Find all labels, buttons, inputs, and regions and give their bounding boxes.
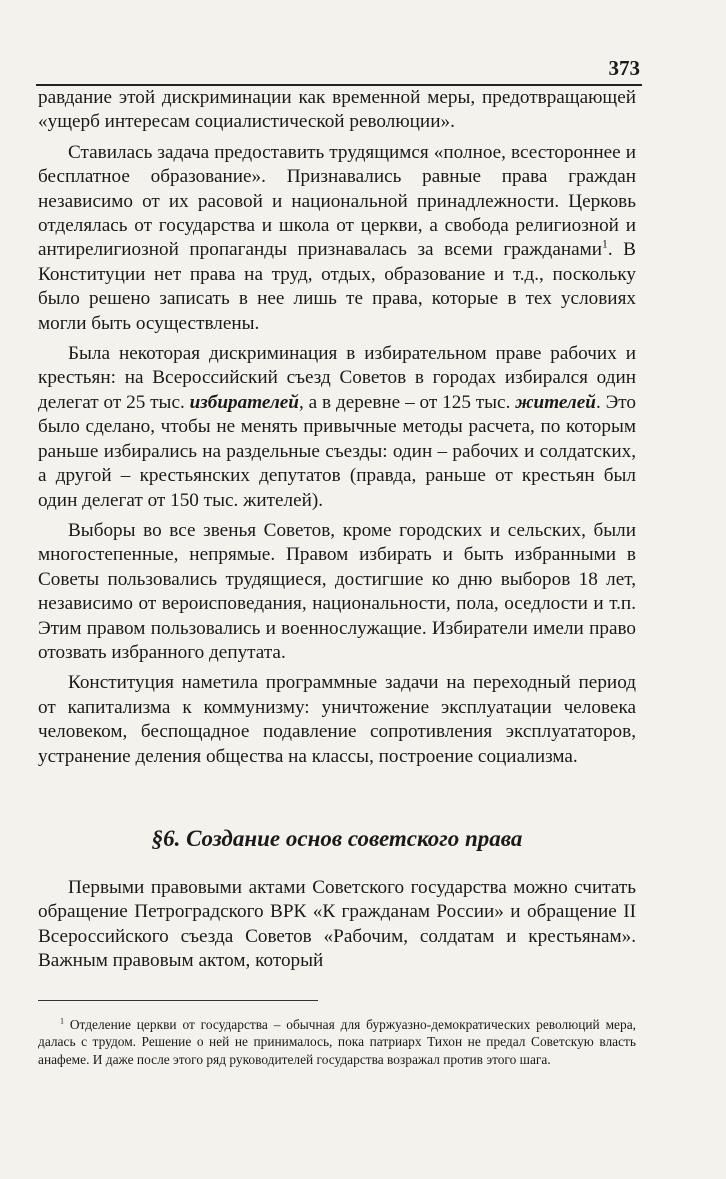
body-text	[38, 86, 636, 769]
paragraph-text: . В Конституции нет права на труд, отдых, образование и т.д., поскольку было решено записать в нее лишь те права, которые в тех условиях могли быть осуществлены.	[38, 239, 636, 334]
paragraph-elections: Выборы во все звенья Советов, кроме городских и сельских, были многостепенные, непрямые. Правом избирать и быть избранными в Советы пользовались трудящиеся, достигшие ко дню выборов 18 лет, независимо от вероисповедания, национальности, пола, оседлости и т.п. Этим правом пользовались и военнослужащие. Избиратели имели право отозвать избранного депутата.	[38, 519, 636, 663]
footnote-divider	[38, 1000, 318, 1001]
paragraph-text: . Это было сделано, чтобы не менять привычные методы расчета, по которым раньше избирались на раздельные съезды: один – рабочих и солдатских, а другой – крестьянских депутатов (правда, раньше от крестьян был один делегат от 150 тыс. жителей).	[38, 391, 636, 511]
paragraph-text: , а в деревне – от 125 тыс.	[298, 391, 516, 413]
emphasis-term: жителей	[515, 391, 596, 413]
section-heading: §6. Создание основ советского права	[151, 826, 523, 851]
emphasis-term: избирателей	[189, 391, 299, 413]
page-header	[36, 56, 642, 86]
paragraph-continuation: равдание этой дискриминации как временной меры, предотвращающей «ущерб интересам социалистической революции».	[38, 87, 636, 133]
paragraph-text: Ставилась задача предоставить трудящимся «полное, всестороннее и бесплатное образование». Признавались равные права граждан независимо от их расовой и национальной принадлежности. Церковь отделялась от государства и школа от церкви, а свобода религиозной и антирелигиозной пропаганды признавалась за всеми гражданами	[38, 141, 636, 261]
paragraph-text: Была некоторая дискриминация в избирательном праве рабочих и крестьян: на Всероссийский съезд Советов в городах избирался один делегат от 25 тыс.	[38, 343, 636, 413]
footnote-reference: 1	[602, 239, 608, 252]
paragraph-discrimination	[38, 342, 636, 513]
paragraph-program-tasks: Конституция наметила программные задачи на переходный период от капитализма к коммунизму: уничтожение эксплуатации человека человеком, беспощадное подавление сопротивления эксплуататоров, устранение деления общества на классы, построение социализма.	[38, 672, 636, 767]
page-number: 373	[608, 56, 640, 80]
section-paragraph: Первыми правовыми актами Советского государства можно считать обращение Петроградского ВРК «К гражданам России» и обращение II Всероссийского съезда Советов «Рабочим, солдатам и крестьянам». Важным правовым актом, который	[38, 877, 636, 972]
section-body	[38, 876, 636, 974]
footnote-mark: 1	[60, 1016, 65, 1026]
footnote	[38, 1016, 636, 1068]
paragraph-education	[38, 141, 636, 336]
footnote-text: Отделение церкви от государства – обычная для буржуазно-демократических революций мера, далась с трудом. Решение о ней не принималось, пока патриарх Тихон не предал Советскую власть анафеме. И даже после этого ряд руководителей государства возражал против этого шага.	[38, 1017, 636, 1067]
